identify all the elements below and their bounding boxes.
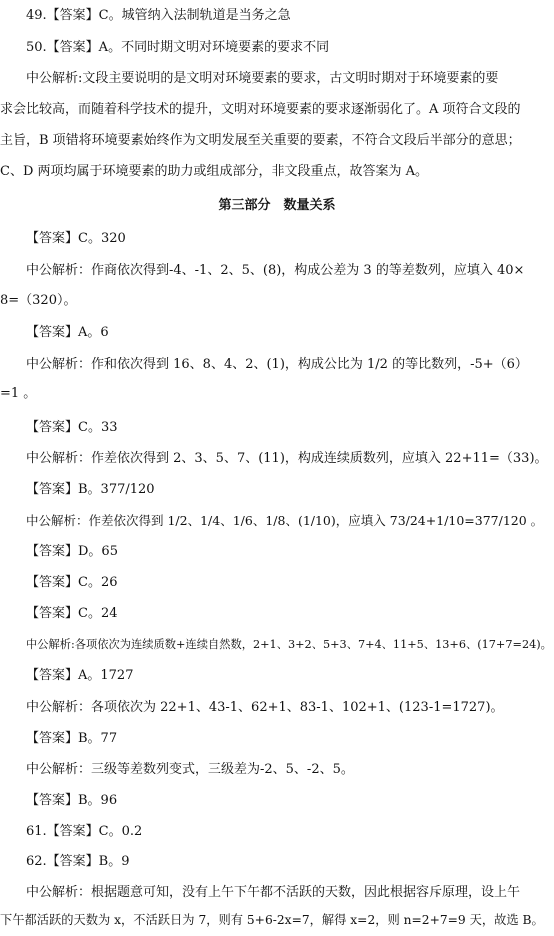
answer-line: 【答案】B。377/120 — [26, 482, 155, 497]
answer-line-50: 50.【答案】A。不同时期文明对环境要素的要求不同 — [26, 40, 330, 55]
answer-line-61: 61.【答案】C。0.2 — [26, 824, 143, 839]
explanation-line: 中公解析:各项依次为连续质数+连续自然数，2+1、3+2、5+3、7+4、11+5、13+6、(17+7=24)。 — [26, 638, 552, 651]
explanation-line: 8=（320）。 — [0, 293, 77, 308]
answer-line: 【答案】A。1727 — [26, 668, 134, 683]
answer-line: 【答案】D。65 — [26, 544, 118, 559]
explanation-line: 主旨，B 项错将环境要素始终作为文明发展至关重要的要素，不符合文段后半部分的意思； — [0, 133, 521, 148]
explanation-line: 求会比较高，而随着科学技术的提升，文明对环境要素的要求逐渐弱化了。A 项符合文段的 — [0, 102, 521, 117]
section-heading: 第三部分 数量关系 — [218, 198, 336, 213]
explanation-line: =1 。 — [0, 386, 37, 401]
explanation-line: 中公解析：各项依次为 22+1、43-1、62+1、83-1、102+1、(123-1=1727)。 — [26, 700, 504, 715]
answer-line: 【答案】B。77 — [26, 731, 118, 746]
answer-line: 【答案】C。320 — [26, 231, 126, 246]
answer-line-49: 49.【答案】C。城管纳入法制轨道是当务之急 — [26, 8, 291, 23]
explanation-line: C、D 两项均属于环境要素的助力或组成部分，非文段重点，故答案为 A。 — [0, 164, 429, 179]
explanation-line: 中公解析：作差依次得到 1/2、1/4、1/6、1/8、(1/10)，应填入 73/24+1/10=377/120 。 — [26, 513, 544, 528]
explanation-line: 下午都活跃的天数为 x，不活跃日为 7，则有 5+6-2x=7，解得 x=2，则 n=2+7=9 天，故选 B。 — [0, 913, 544, 927]
answer-line: 【答案】B。96 — [26, 793, 118, 808]
answer-line-62: 62.【答案】B。9 — [26, 854, 130, 869]
explanation-line: 中公解析：三级等差数列变式，三级差为-2、5、-2、5。 — [26, 762, 354, 777]
explanation-line: 中公解析：作商依次得到-4、-1、2、5、(8)，构成公差为 3 的等差数列，应填入 40× — [26, 263, 525, 278]
explanation-line: 中公解析：作差依次得到 2、3、5、7、(11)，构成连续质数列，应填入 22+11=（33)。 — [26, 451, 548, 466]
answer-line: 【答案】C。33 — [26, 420, 118, 435]
explanation-line: 中公解析:文段主要说明的是文明对环境要素的要求，古文明时期对于环境要素的要 — [26, 71, 499, 86]
answer-line: 【答案】C。26 — [26, 575, 118, 590]
answer-line: 【答案】C。24 — [26, 606, 118, 621]
answer-line: 【答案】A。6 — [26, 325, 109, 340]
explanation-line: 中公解析：作和依次得到 16、8、4、2、(1)，构成公比为 1/2 的等比数列，-5+（6） — [26, 357, 528, 372]
explanation-line: 中公解析：根据题意可知，没有上午下午都不活跃的天数，因此根据容斥原理，设上午 — [26, 885, 521, 900]
